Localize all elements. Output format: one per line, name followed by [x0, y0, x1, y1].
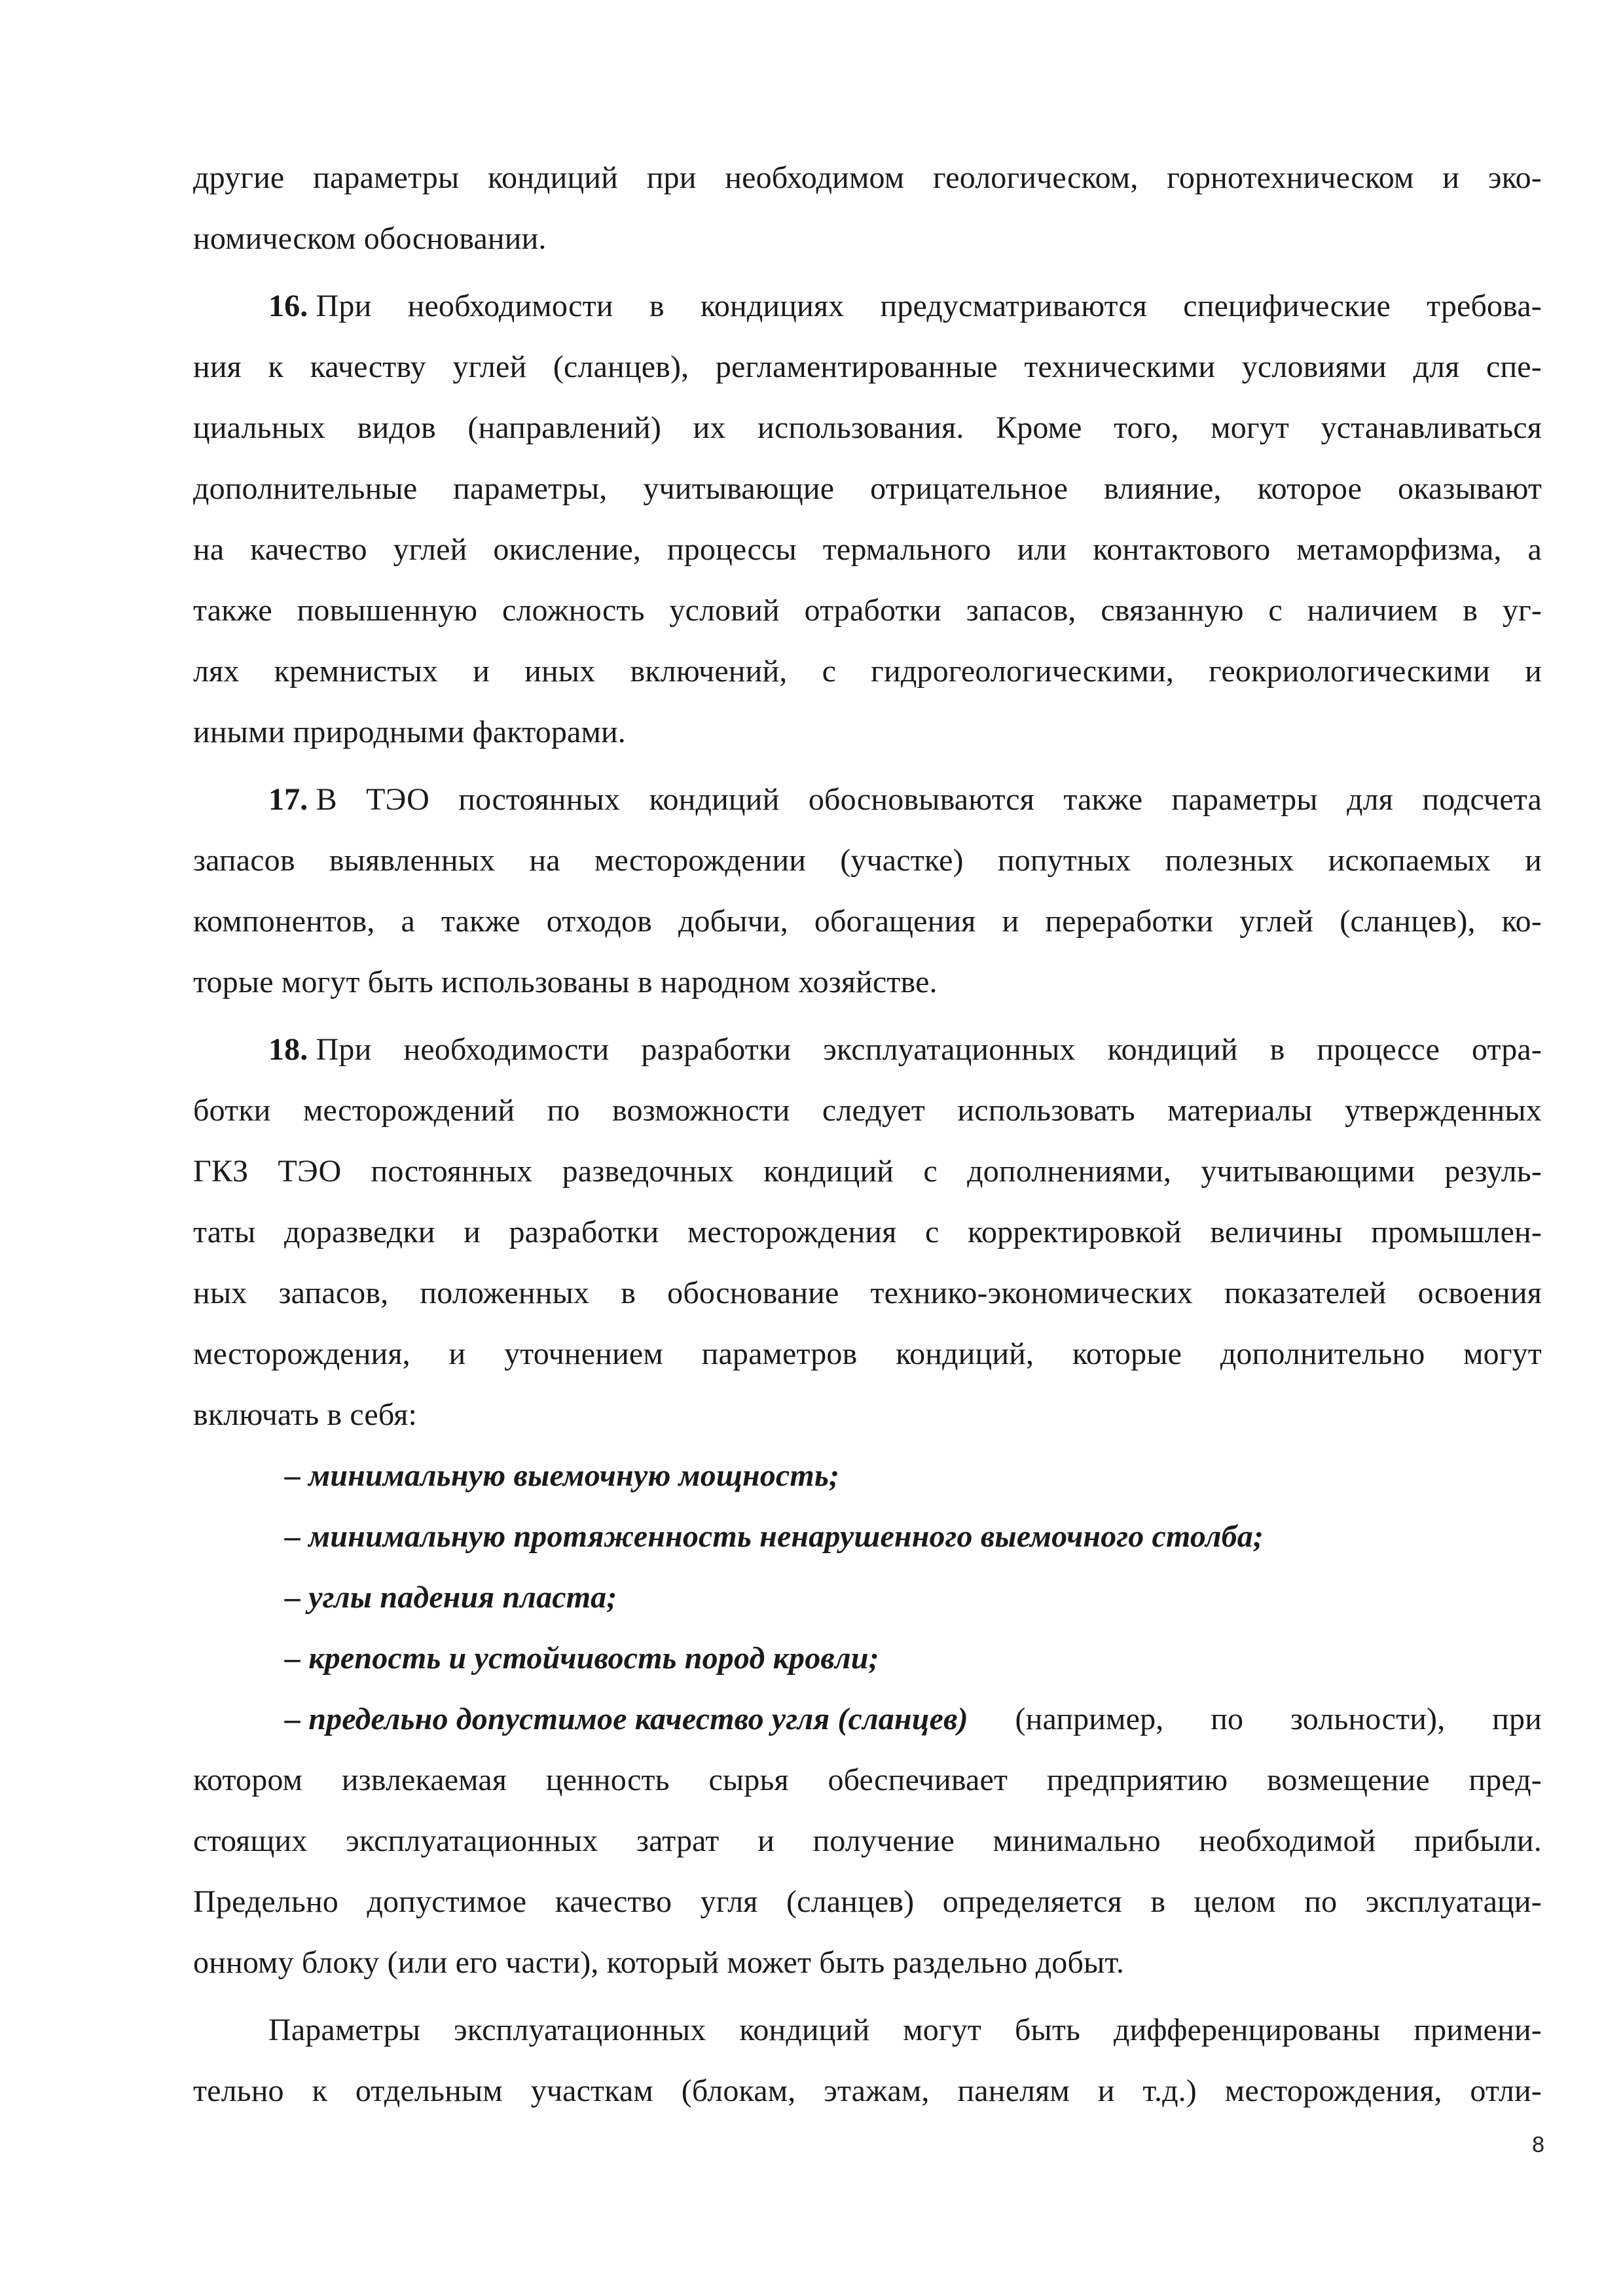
word: и	[464, 1215, 481, 1249]
word: добычи,	[678, 904, 788, 939]
line-text: торые могут быть использованы в народном хозяйстве.	[193, 965, 938, 999]
word: запасов	[193, 843, 295, 878]
word: повышенную	[297, 593, 478, 628]
word: определяется	[942, 1884, 1122, 1919]
word: и	[1097, 2073, 1115, 2108]
word: величины	[1210, 1215, 1343, 1249]
word: Кроме	[996, 410, 1082, 445]
word: устанавливаться	[1321, 410, 1542, 445]
text-line	[193, 397, 1542, 458]
word: месторождении	[594, 843, 807, 878]
emphasis-text: – предельно допустимое качество угля (сланцев)	[285, 1702, 968, 1736]
word: дополнениями,	[967, 1154, 1172, 1189]
list-item	[193, 1445, 1542, 1506]
text-line	[193, 1202, 1542, 1263]
word: сырья	[708, 1763, 789, 1797]
word: (сланцев)	[786, 1884, 915, 1919]
word: запасов,	[278, 1276, 389, 1310]
word: разработки	[641, 1032, 792, 1067]
word: а	[401, 904, 415, 939]
word: отли-	[1470, 2073, 1542, 2108]
word: запасов,	[966, 593, 1076, 628]
word: подсчета	[1422, 782, 1542, 817]
text-line	[193, 580, 1542, 641]
text-line	[193, 336, 1542, 397]
word: месторождения,	[1224, 2073, 1442, 2108]
word: того,	[1114, 410, 1179, 445]
word: параметры	[313, 160, 460, 195]
word: в	[1150, 1884, 1166, 1919]
word: ТЭО	[366, 782, 429, 817]
list-item	[193, 1506, 1542, 1567]
paragraph-gap	[193, 1013, 1542, 1019]
word: Предельно	[193, 1884, 338, 1919]
paragraph-gap	[193, 762, 1542, 769]
paragraph-gap	[193, 1993, 1542, 2000]
text-line	[193, 1080, 1542, 1141]
word: минимально	[993, 1823, 1161, 1858]
word: углей	[1239, 904, 1314, 939]
word: компонентов,	[193, 904, 375, 939]
word: кремнистых	[274, 654, 439, 689]
word: кондициях	[700, 289, 845, 323]
paragraph-start	[268, 276, 371, 336]
word: спе-	[1486, 350, 1542, 384]
word: кондиций	[649, 782, 780, 817]
word: для	[1413, 350, 1460, 384]
word: могут	[1211, 410, 1290, 445]
emphasis-text: – минимальную выемочную мощность;	[285, 1458, 840, 1493]
word: котором	[193, 1763, 303, 1797]
word: термального	[822, 532, 991, 567]
paragraph-gap	[193, 269, 1542, 276]
word: угля	[700, 1884, 758, 1919]
word: регламентированные	[715, 350, 998, 384]
word: ко-	[1501, 904, 1542, 939]
word: постоянных	[371, 1154, 533, 1189]
word: месторождения	[687, 1215, 897, 1249]
word: а	[1527, 532, 1542, 567]
word: Параметры	[268, 2013, 421, 2047]
word: условий	[669, 593, 780, 628]
text-line	[193, 1019, 1542, 1080]
text-line	[193, 1141, 1542, 1202]
word: показателей	[1224, 1276, 1387, 1310]
text-line	[193, 1384, 1542, 1445]
word: прибыли.	[1414, 1823, 1542, 1858]
word: т.д.)	[1142, 2073, 1197, 2108]
word: промышлен-	[1371, 1215, 1542, 1249]
word: материалы	[1167, 1093, 1313, 1128]
page-number: 8	[1532, 2132, 1544, 2157]
word: процессы	[666, 532, 797, 567]
word: видов	[357, 410, 436, 445]
word: При	[316, 289, 372, 323]
text-line	[193, 1871, 1542, 1932]
word: и	[1525, 843, 1542, 878]
word: с	[923, 1154, 938, 1189]
word: следует	[822, 1093, 925, 1128]
emphasis-text: – минимальную протяженность ненарушенного выемочного столба;	[285, 1519, 1264, 1554]
word: связанную	[1101, 593, 1244, 628]
word: ния	[193, 350, 242, 384]
word: при	[1492, 1702, 1542, 1736]
word: месторождений	[302, 1093, 515, 1128]
word: эксплуатаци-	[1365, 1884, 1542, 1919]
word: разработки	[509, 1215, 659, 1249]
word: горнотехническом	[1167, 160, 1414, 195]
word: в	[1463, 593, 1478, 628]
word: попутных	[997, 843, 1131, 878]
word: параметров	[701, 1336, 858, 1371]
word: учитывающими	[1201, 1154, 1415, 1189]
word: В	[316, 782, 337, 817]
word: которое	[1257, 471, 1362, 506]
word: кондиций	[739, 2013, 870, 2047]
text-line	[193, 276, 1542, 336]
word: и	[1525, 654, 1542, 689]
word: с	[925, 1215, 939, 1249]
word: кондиций	[488, 160, 618, 195]
text-line	[193, 702, 1542, 762]
word: полезных	[1165, 843, 1294, 878]
emphasis-text: – углы падения пласта;	[285, 1580, 617, 1615]
word: окисление,	[493, 532, 642, 567]
word: резуль-	[1444, 1154, 1542, 1189]
word: наличием	[1307, 593, 1438, 628]
word: участкам	[530, 2073, 653, 2108]
word: лях	[193, 654, 240, 689]
word: затрат	[636, 1823, 720, 1858]
word: также	[441, 904, 520, 939]
text-line	[193, 1263, 1542, 1323]
word: процессе	[1317, 1032, 1440, 1067]
word: эксплуатационных	[823, 1032, 1076, 1067]
word: дополнительно	[1220, 1336, 1425, 1371]
text-line	[193, 641, 1542, 702]
word: к	[268, 350, 283, 384]
word: качество	[555, 1884, 672, 1919]
list-item	[193, 1567, 1542, 1628]
word: отра-	[1471, 1032, 1542, 1067]
word: необходимости	[403, 1032, 610, 1067]
word: использовать	[957, 1093, 1135, 1128]
word: получение	[812, 1823, 955, 1858]
word: другие	[193, 160, 285, 195]
word: обосновываются	[808, 782, 1034, 817]
text-line	[193, 458, 1542, 519]
word: извлекаемая	[341, 1763, 507, 1797]
text-line	[193, 1932, 1542, 1993]
word: специфические	[1183, 289, 1391, 323]
word: при	[646, 160, 697, 195]
word: панелям	[957, 2073, 1070, 2108]
word: доразведки	[283, 1215, 435, 1249]
word: оказывают	[1398, 471, 1542, 506]
word: на	[193, 532, 225, 567]
word: для	[1347, 782, 1393, 817]
word: технико-экономических	[870, 1276, 1193, 1310]
word: ТЭО	[278, 1154, 342, 1189]
word: с	[822, 654, 837, 689]
word: по	[1304, 1884, 1338, 1919]
word: переработки	[1045, 904, 1214, 939]
word: допустимое	[367, 1884, 527, 1919]
word: дифференцированы	[1114, 2013, 1381, 2047]
word: также	[193, 593, 272, 628]
word: разведочных	[562, 1154, 734, 1189]
word: по	[1211, 1702, 1244, 1736]
word: утвержденных	[1344, 1093, 1542, 1128]
word: постоянных	[458, 782, 621, 817]
word: (блокам,	[681, 2073, 796, 2108]
word: дополнительные	[193, 471, 418, 506]
word: также	[1063, 782, 1143, 817]
line-text: номическом обосновании.	[193, 221, 547, 256]
text-line	[193, 952, 1542, 1013]
word: в	[1269, 1032, 1285, 1067]
text-line	[193, 1810, 1542, 1871]
word: уточнением	[504, 1336, 663, 1371]
paragraph-start	[268, 769, 337, 830]
word: обоснование	[667, 1276, 839, 1310]
word: могут	[1463, 1336, 1542, 1371]
word: примени-	[1413, 2013, 1542, 2047]
word: этажам,	[824, 2073, 930, 2108]
word: ископаемых	[1328, 843, 1491, 878]
word: ных	[193, 1276, 247, 1310]
word: быть	[1014, 2013, 1081, 2047]
text-line	[193, 147, 1542, 208]
word: стоящих	[193, 1823, 308, 1858]
word: ГКЗ	[193, 1154, 249, 1189]
word: эко-	[1487, 160, 1542, 195]
word: (направлений)	[467, 410, 661, 445]
word: необходимой	[1199, 1823, 1376, 1858]
list-item	[193, 1689, 1542, 1749]
word: таты	[193, 1215, 256, 1249]
word: корректировкой	[968, 1215, 1182, 1249]
word: параметры,	[453, 471, 608, 506]
line-text: иными природными факторами.	[193, 715, 626, 749]
word: (сланцев),	[1340, 904, 1476, 939]
word: и	[757, 1823, 775, 1858]
word: ценность	[545, 1763, 670, 1797]
word: и	[473, 654, 490, 689]
word: или	[1017, 532, 1067, 567]
text-line	[193, 2000, 1542, 2060]
word: эксплуатационных	[346, 1823, 598, 1858]
word: качество	[250, 532, 367, 567]
word: отходов	[546, 904, 652, 939]
paragraph-number: 17.	[268, 782, 308, 817]
text-line	[193, 1323, 1542, 1384]
word: с	[1268, 593, 1283, 628]
text-line	[193, 830, 1542, 891]
word: отрицательное	[870, 471, 1068, 506]
paragraph-start	[268, 1019, 371, 1080]
word: освоения	[1417, 1276, 1542, 1310]
line-text: онному блоку (или его части), который может быть раздельно добыт.	[193, 1945, 1125, 1980]
document-body	[193, 147, 1542, 2121]
word: качеству	[310, 350, 426, 384]
word: требова-	[1427, 289, 1542, 323]
word: на	[529, 843, 560, 878]
word: выявленных	[329, 843, 496, 878]
word: к	[312, 2073, 328, 2108]
word: гидрогеологическими,	[871, 654, 1175, 689]
word: влияние,	[1104, 471, 1222, 506]
word: учитывающие	[643, 471, 835, 506]
paragraph-number: 16.	[268, 289, 308, 323]
word: При	[316, 1032, 372, 1067]
word: метаморфизма,	[1296, 532, 1502, 567]
word: углей	[393, 532, 467, 567]
word: использования.	[757, 410, 964, 445]
word: кондиций	[1107, 1032, 1238, 1067]
word: возможности	[612, 1093, 790, 1128]
word: по	[547, 1093, 580, 1128]
word: в	[621, 1276, 636, 1310]
word: параметры	[1171, 782, 1318, 817]
word: и	[1442, 160, 1460, 195]
word: (участке)	[840, 843, 964, 878]
word: которые	[1072, 1336, 1182, 1371]
text-line	[193, 891, 1542, 952]
paragraph-number: 18.	[268, 1032, 308, 1067]
word: необходимом	[725, 160, 905, 195]
word: включений,	[630, 654, 788, 689]
text-line	[193, 769, 1542, 830]
word: отработки	[804, 593, 941, 628]
word: обогащения	[814, 904, 976, 939]
word: кондиций,	[896, 1336, 1034, 1371]
text-line	[193, 519, 1542, 580]
word: отдельным	[355, 2073, 503, 2108]
word: необходимости	[407, 289, 613, 323]
word: предусматриваются	[880, 289, 1148, 323]
text-line	[193, 208, 1542, 269]
line-text: включать в себя:	[193, 1397, 417, 1432]
text-line	[193, 1749, 1542, 1810]
word: (сланцев),	[553, 350, 689, 384]
word: иных	[524, 654, 596, 689]
word: условиями	[1241, 350, 1387, 384]
word: целом	[1194, 1884, 1276, 1919]
word: эксплуатационных	[454, 2013, 706, 2047]
word: могут	[903, 2013, 982, 2047]
word: пред-	[1468, 1763, 1542, 1797]
word: (например,	[1015, 1702, 1164, 1736]
word: зольности),	[1290, 1702, 1446, 1736]
word: углей	[452, 350, 527, 384]
emphasis-text: – крепость и устойчивость пород кровли;	[285, 1641, 879, 1676]
word: ботки	[193, 1093, 271, 1128]
word: техническими	[1024, 350, 1216, 384]
word: их	[693, 410, 726, 445]
word: возмещение	[1266, 1763, 1430, 1797]
word: контактового	[1093, 532, 1271, 567]
word: предприятию	[1046, 1763, 1228, 1797]
word: положенных	[420, 1276, 590, 1310]
word: сложность	[501, 593, 645, 628]
word: кондиций	[763, 1154, 894, 1189]
list-item	[193, 1628, 1542, 1689]
word: и	[1002, 904, 1019, 939]
word: месторождения,	[193, 1336, 410, 1371]
word: тельно	[193, 2073, 284, 2108]
word: геокриологическими	[1209, 654, 1490, 689]
word: обеспечивает	[828, 1763, 1008, 1797]
word: циальных	[193, 410, 326, 445]
word: уг-	[1502, 593, 1542, 628]
word: и	[448, 1336, 466, 1371]
text-line	[193, 2060, 1542, 2121]
word: в	[649, 289, 665, 323]
word: геологическом,	[933, 160, 1139, 195]
